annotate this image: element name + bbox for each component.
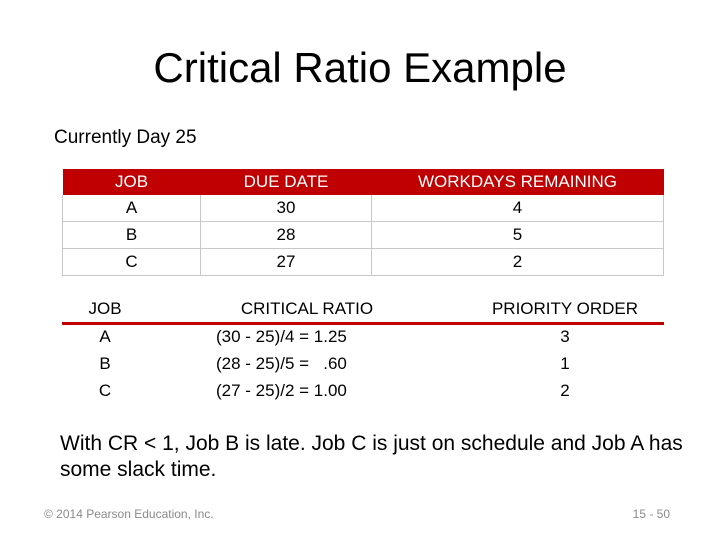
priority-cell: 1 xyxy=(560,353,570,373)
page-number: 15 - 50 xyxy=(632,507,670,521)
header-job: JOB xyxy=(88,298,122,318)
due-date-table xyxy=(62,169,664,276)
workdays-cell: 4 xyxy=(372,195,664,222)
critical-ratio-cell: (30 - 25)/4 = 1.25 xyxy=(216,326,347,346)
due-date-cell: 27 xyxy=(201,249,372,276)
critical-ratio-cell: (27 - 25)/2 = 1.00 xyxy=(216,380,347,400)
header-due-date: DUE DATE xyxy=(201,169,372,195)
job-cell: C xyxy=(63,249,201,276)
critical-ratio-table xyxy=(62,294,664,404)
job-cell: B xyxy=(99,353,111,373)
slide-title: Critical Ratio Example xyxy=(153,44,567,91)
priority-cell: 2 xyxy=(560,380,570,400)
job-cell: A xyxy=(63,195,201,222)
due-date-cell: 30 xyxy=(201,195,372,222)
explanation-text: With CR < 1, Job B is late. Job C is just on schedule and Job A has some slack time. xyxy=(60,432,683,481)
header-job: JOB xyxy=(63,169,201,195)
table-row xyxy=(62,323,664,350)
header-critical-ratio: CRITICAL RATIO xyxy=(240,298,374,318)
job-cell: A xyxy=(99,326,111,346)
table-row xyxy=(62,377,664,404)
job-cell: B xyxy=(63,222,201,249)
current-day-label: Currently Day 25 xyxy=(54,127,197,148)
header-workdays-remaining: WORKDAYS REMAINING xyxy=(372,169,664,195)
critical-ratio-cell: (28 - 25)/5 = .60 xyxy=(216,353,347,373)
table-row xyxy=(62,350,664,377)
table-row xyxy=(63,195,664,222)
priority-cell: 3 xyxy=(560,326,570,346)
copyright-text: © 2014 Pearson Education, Inc. xyxy=(44,507,214,521)
job-cell: C xyxy=(98,380,112,400)
due-date-cell: 28 xyxy=(201,222,372,249)
table-header-row xyxy=(63,169,664,195)
table-header-row xyxy=(62,294,664,323)
table-row xyxy=(63,249,664,276)
table-row xyxy=(63,222,664,249)
workdays-cell: 2 xyxy=(372,249,664,276)
workdays-cell: 5 xyxy=(372,222,664,249)
header-separator-line xyxy=(62,322,664,325)
header-priority-order: PRIORITY ORDER xyxy=(491,298,639,318)
